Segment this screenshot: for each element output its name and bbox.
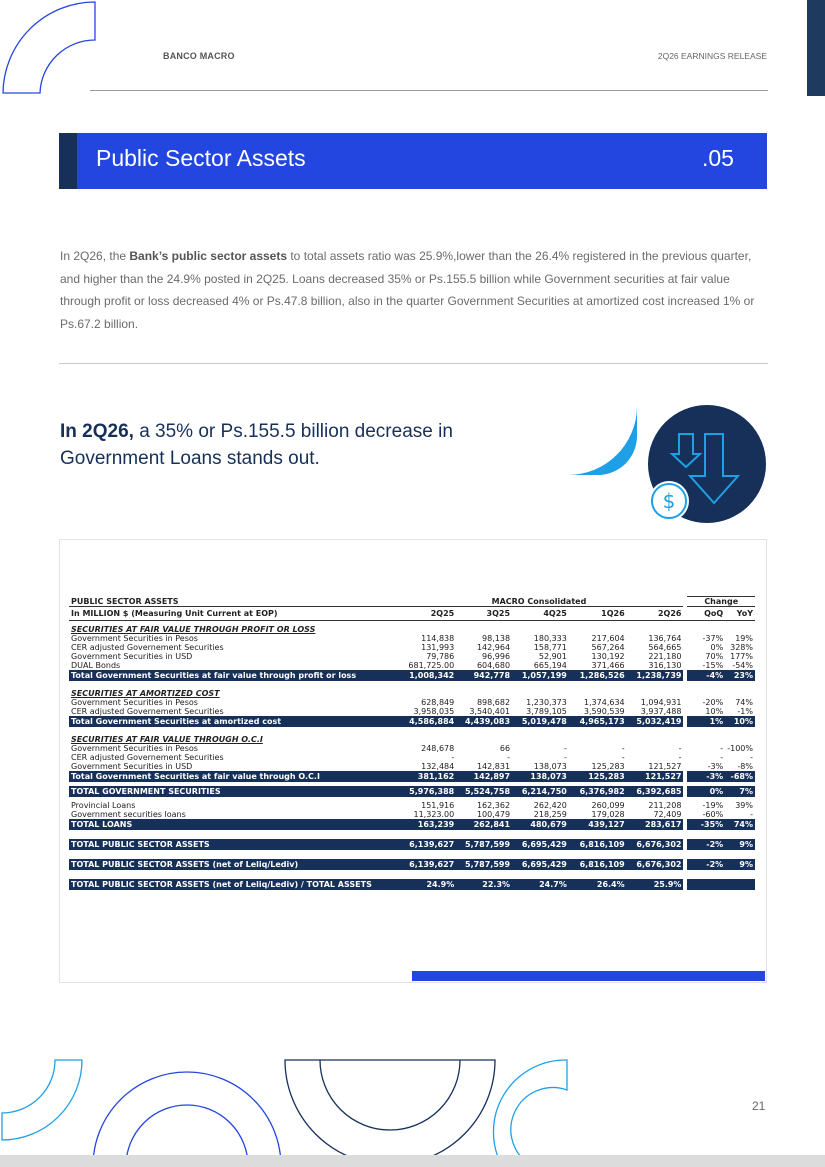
header-company: BANCO MACRO — [163, 51, 235, 61]
row-value: 138,073 — [512, 771, 569, 782]
row-value: 10% — [705, 707, 724, 716]
row-label: TOTAL PUBLIC SECTOR ASSETS (net of Leliq/Lediv) — [69, 859, 395, 870]
row-value: 9% — [725, 839, 755, 850]
row-value: 328% — [730, 643, 753, 652]
row-value: 6,816,109 — [569, 839, 627, 850]
table-row — [69, 698, 755, 707]
table-title: PUBLIC SECTOR ASSETS — [69, 597, 395, 607]
row-label: TOTAL LOANS — [69, 819, 395, 830]
row-value: 564,665 — [648, 643, 682, 652]
row-value: 180,333 — [533, 634, 567, 643]
page-number: 21 — [752, 1099, 766, 1113]
row-value: 6,214,750 — [512, 786, 569, 797]
row-value: - — [621, 753, 625, 762]
row-value: 52,901 — [538, 652, 567, 661]
row-value: -8% — [737, 762, 753, 771]
row-value: 6,676,302 — [627, 859, 684, 870]
row-value: 439,127 — [569, 819, 627, 830]
col-header: 1Q26 — [569, 607, 627, 621]
table-row — [69, 661, 755, 670]
row-value: 4,965,173 — [569, 716, 627, 727]
row-value: 96,996 — [482, 652, 511, 661]
row-value: - — [621, 744, 625, 753]
row-value: 6,676,302 — [627, 839, 684, 850]
row-value: 7% — [725, 786, 755, 797]
table-row — [69, 810, 755, 819]
row-value: 131,993 — [421, 643, 455, 652]
row-value: 163,239 — [395, 819, 457, 830]
table-row — [69, 643, 755, 652]
col-header: YoY — [725, 607, 755, 621]
row-value: 604,680 — [476, 661, 511, 670]
table-total-row — [69, 819, 755, 830]
row-value: 942,778 — [456, 670, 512, 681]
row-value: 70% — [705, 652, 724, 661]
row-value: 5,032,419 — [627, 716, 684, 727]
section-heading: SECURITIES AT FAIR VALUE THROUGH O.C.I — [71, 735, 263, 744]
row-value: 3,958,035 — [413, 707, 455, 716]
row-value: 5,524,758 — [456, 786, 512, 797]
row-value: 23% — [725, 670, 755, 681]
row-value: -68% — [725, 771, 755, 782]
row-value: 260,099 — [591, 801, 625, 810]
row-label: TOTAL GOVERNMENT SECURITIES — [69, 786, 395, 797]
row-value: 6,139,627 — [395, 859, 457, 870]
decorative-right-tab — [807, 0, 825, 96]
row-value: 132,484 — [421, 762, 455, 771]
row-value: 381,162 — [395, 771, 457, 782]
row-label: Government Securities in USD — [71, 652, 193, 661]
row-value: 6,695,429 — [512, 839, 569, 850]
row-value: 24.9% — [395, 879, 457, 890]
row-value: 1,286,526 — [569, 670, 627, 681]
row-value: - — [451, 753, 455, 762]
row-value: 162,362 — [476, 801, 511, 810]
row-value: 10% — [725, 716, 755, 727]
row-value: 5,976,388 — [395, 786, 457, 797]
table-total-row — [69, 786, 755, 797]
public-sector-assets-table — [69, 596, 755, 890]
header-report-title: 2Q26 EARNINGS RELEASE — [657, 51, 767, 61]
intro-text-1: In 2Q26, the — [60, 249, 130, 263]
table-title-row — [69, 597, 755, 607]
intro-text-2: to total assets ratio was 25.9%,lower than the 26.4% registered in the previous quarter, and higher than the 24.9% posted in 2Q25. Loans decreased 35% or Ps.155.5 billion while Government securities at fair value through profit or loss decreased 4% or Ps.47.8 billion, also in the quarter Government Securities at amortized cost increased 1% or Ps.67.2 billion. — [60, 249, 755, 331]
row-value: 1,230,373 — [526, 698, 567, 707]
row-value: - — [563, 753, 567, 762]
row-label: Government Securities in Pesos — [71, 744, 198, 753]
row-value: 74% — [725, 819, 755, 830]
table-total-row — [69, 716, 755, 727]
intro-bold: Bank’s public sector assets — [129, 249, 288, 263]
row-value: 3,540,401 — [469, 707, 511, 716]
row-value: 6,816,109 — [569, 859, 627, 870]
row-value: 4,586,884 — [395, 716, 457, 727]
row-value: 121,527 — [627, 771, 684, 782]
row-label: Total Government Securities at amortized cost — [69, 716, 395, 727]
row-value: 681,725.00 — [408, 661, 455, 670]
row-value: 898,682 — [476, 698, 511, 707]
row-value: 1% — [687, 716, 725, 727]
row-label: TOTAL PUBLIC SECTOR ASSETS (net of Leliq/Lediv) / TOTAL ASSETS — [69, 879, 395, 890]
row-value: 5,019,478 — [512, 716, 569, 727]
row-value: - — [678, 753, 682, 762]
row-value: 3,590,539 — [583, 707, 625, 716]
row-value — [725, 879, 755, 890]
row-value: 6,392,685 — [627, 786, 684, 797]
table-row — [69, 753, 755, 762]
row-label: TOTAL PUBLIC SECTOR ASSETS — [69, 839, 395, 850]
row-value: -4% — [687, 670, 725, 681]
row-value: 248,678 — [421, 744, 455, 753]
section-heading: SECURITIES AT FAIR VALUE THROUGH PROFIT OR LOSS — [71, 625, 316, 634]
row-value: -3% — [707, 762, 724, 771]
row-value: - — [720, 744, 724, 753]
table-row — [69, 707, 755, 716]
table-row — [69, 634, 755, 643]
row-value: 177% — [730, 652, 753, 661]
row-value: 628,849 — [421, 698, 455, 707]
row-value: - — [678, 744, 682, 753]
row-label: Total Government Securities at fair value through O.C.I — [69, 771, 395, 782]
row-value: 121,527 — [648, 762, 682, 771]
row-value: 5,787,599 — [456, 859, 512, 870]
table-accent-bar — [412, 971, 765, 981]
row-label: Government Securities in Pesos — [71, 634, 198, 643]
row-value: 4,439,083 — [456, 716, 512, 727]
row-value: 142,964 — [476, 643, 511, 652]
row-value: 5,787,599 — [456, 839, 512, 850]
table-row — [69, 762, 755, 771]
row-value: -1% — [737, 707, 753, 716]
row-value: -2% — [687, 839, 725, 850]
section-heading: SECURITIES AT AMORTIZED COST — [71, 689, 220, 698]
row-value: 138,073 — [533, 762, 567, 771]
row-value: 567,264 — [591, 643, 625, 652]
table-row — [69, 744, 755, 753]
section-number: .05 — [702, 145, 734, 171]
row-value: - — [507, 753, 511, 762]
row-value: 9% — [725, 859, 755, 870]
decorative-arc-top-left — [0, 0, 100, 95]
row-value: 25.9% — [627, 879, 684, 890]
svg-text:$: $ — [662, 489, 676, 513]
row-value: -19% — [702, 801, 724, 810]
row-value: -3% — [687, 771, 725, 782]
section-title: Public Sector Assets — [96, 145, 306, 171]
table-total-row — [69, 771, 755, 782]
table-total-row — [69, 670, 755, 681]
row-value: 1,057,199 — [512, 670, 569, 681]
footer-bar — [0, 1155, 825, 1167]
row-value: -20% — [702, 698, 724, 707]
row-value: - — [563, 744, 567, 753]
row-value: -60% — [702, 810, 724, 819]
row-value: 74% — [735, 698, 753, 707]
row-value: 142,897 — [456, 771, 512, 782]
row-value: 179,028 — [591, 810, 625, 819]
row-label: DUAL Bonds — [71, 661, 121, 670]
row-value: 39% — [735, 801, 753, 810]
col-header: QoQ — [687, 607, 725, 621]
table-change-header: Change — [687, 597, 755, 607]
row-value: 151,916 — [421, 801, 455, 810]
row-value: 1,094,931 — [640, 698, 682, 707]
col-header: 3Q25 — [456, 607, 512, 621]
decorative-quarter-circle — [566, 404, 638, 476]
row-label: Provincial Loans — [71, 801, 136, 810]
row-value: 158,771 — [533, 643, 567, 652]
row-value: -15% — [702, 661, 724, 670]
row-label: Government Securities in Pesos — [71, 698, 198, 707]
row-value: 142,831 — [476, 762, 511, 771]
intro-paragraph — [60, 245, 768, 335]
highlight-rest: a 35% or Ps.155.5 billion decrease in Government Loans stands out. — [60, 421, 453, 469]
row-label: Total Government Securities at fair value through profit or loss — [69, 670, 395, 681]
row-label: Government Securities in USD — [71, 762, 193, 771]
row-value: 6,139,627 — [395, 839, 457, 850]
row-value: 72,409 — [653, 810, 682, 819]
row-value: 316,130 — [648, 661, 682, 670]
section-divider — [59, 363, 768, 364]
row-value: 3,789,105 — [526, 707, 567, 716]
row-value: 371,466 — [591, 661, 625, 670]
row-value: 98,138 — [482, 634, 511, 643]
row-label: CER adjusted Governement Securities — [71, 643, 224, 652]
row-value: 480,679 — [512, 819, 569, 830]
row-value: - — [750, 810, 753, 819]
row-value: -35% — [687, 819, 725, 830]
col-header: 4Q25 — [512, 607, 569, 621]
col-header: 2Q26 — [627, 607, 684, 621]
row-value: 217,604 — [591, 634, 625, 643]
row-value: - — [720, 753, 724, 762]
down-arrows-dollar-icon — [640, 404, 770, 524]
row-value: - — [750, 753, 753, 762]
row-value: 262,420 — [533, 801, 567, 810]
col-header: 2Q25 — [395, 607, 457, 621]
row-value: 0% — [710, 643, 724, 652]
row-value: 130,192 — [591, 652, 625, 661]
row-value: -100% — [727, 744, 753, 753]
row-value: 3,937,488 — [640, 707, 682, 716]
row-value: 66 — [499, 744, 511, 753]
row-value: 1,238,739 — [627, 670, 684, 681]
row-value: 24.7% — [512, 879, 569, 890]
row-value: 6,376,982 — [569, 786, 627, 797]
highlight-text — [60, 418, 480, 472]
row-value — [687, 879, 725, 890]
row-value: 79,786 — [426, 652, 455, 661]
decorative-arcs-bottom — [0, 1058, 825, 1167]
row-value: -54% — [732, 661, 753, 670]
row-label: CER adjusted Governement Securities — [71, 753, 224, 762]
row-value: 283,617 — [627, 819, 684, 830]
table-group-header: MACRO Consolidated — [395, 597, 684, 607]
row-value: -2% — [687, 859, 725, 870]
header-divider — [90, 90, 768, 91]
row-value: 0% — [687, 786, 725, 797]
row-value: 19% — [735, 634, 753, 643]
row-value: -37% — [702, 634, 724, 643]
row-value: 22.3% — [456, 879, 512, 890]
table-header-row — [69, 607, 755, 621]
row-value: 665,194 — [533, 661, 567, 670]
row-value: 125,283 — [591, 762, 625, 771]
row-value: 262,841 — [456, 819, 512, 830]
row-label: CER adjusted Governement Securities — [71, 707, 224, 716]
row-value: 26.4% — [569, 879, 627, 890]
table-total-row — [69, 859, 755, 870]
row-value: 100,479 — [476, 810, 511, 819]
section-banner-accent — [59, 133, 77, 189]
row-value: 6,695,429 — [512, 859, 569, 870]
row-value: 136,764 — [648, 634, 682, 643]
table-row — [69, 652, 755, 661]
row-value: 1,374,634 — [583, 698, 625, 707]
table-total-row — [69, 879, 755, 890]
row-value: 114,838 — [421, 634, 455, 643]
row-value: 211,208 — [648, 801, 682, 810]
row-value: 218,259 — [533, 810, 567, 819]
table-row — [69, 801, 755, 810]
row-value: 1,008,342 — [395, 670, 457, 681]
table-total-row — [69, 839, 755, 850]
row-label: Government securities loans — [71, 810, 186, 819]
row-value: 125,283 — [569, 771, 627, 782]
highlight-bold: In 2Q26, — [60, 421, 134, 442]
row-value: 11,323.00 — [413, 810, 455, 819]
row-value: 221,180 — [648, 652, 682, 661]
table-unit: In MILLION $ (Measuring Unit Current at EOP) — [69, 607, 395, 621]
